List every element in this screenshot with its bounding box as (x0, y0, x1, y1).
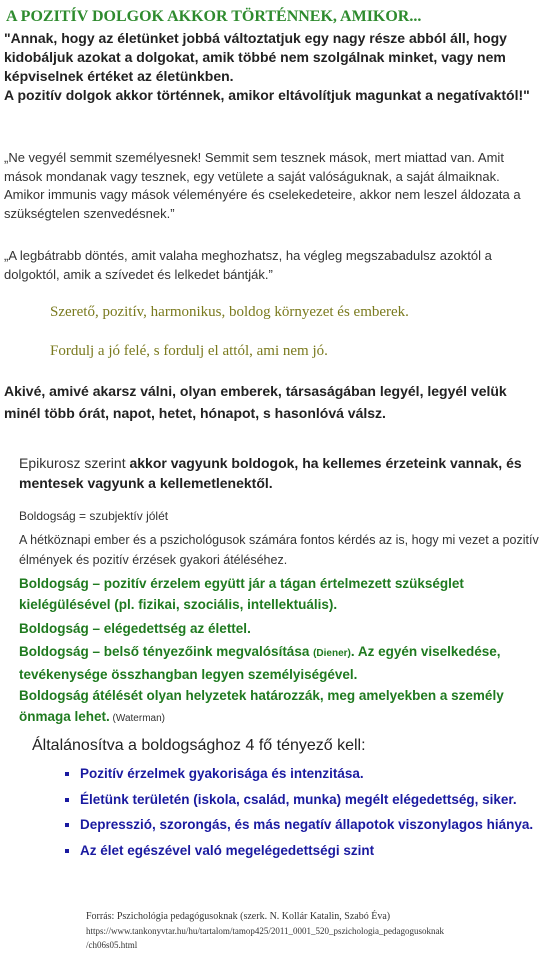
definition-text: Boldogság átélését olyan helyzetek határozzák, meg amelyekben a személy önmaga lehet. (19, 688, 504, 724)
source-citation (86, 910, 546, 952)
happiness-definition (19, 642, 544, 685)
source-url-continued[interactable]: /ch06s05.html (86, 940, 138, 950)
citation: (Diener) (313, 648, 351, 659)
everyday-paragraph: A hétköznapi ember és a pszichológusok számára fontos kérdés az is, hogy mi vezet a pozitív élmények és pozitív érzések gyakori átéléséhez. (19, 533, 539, 567)
quote-line-emphasis: A pozitív dolgok akkor történnek, amikor eltávolítjuk magunkat a negatívaktól!" (4, 87, 530, 103)
page-title: A POZITÍV DOLGOK AKKOR TÖRTÉNNEK, AMIKOR... (6, 8, 422, 25)
definition-line: Boldogság = szubjektív jólét (19, 509, 169, 523)
happiness-definition: Boldogság – pozitív érzelem együtt jár a tágan értelmezett szükséglet kielégülésével (pl. fizikai, szociális, intellektuális). (19, 576, 464, 612)
highlight-line: Szerető, pozitív, harmonikus, boldog környezet és emberek. (50, 304, 409, 320)
quote-paragraph: „A legbátrabb döntés, amit valaha meghozhatsz, ha végleg megszabadulsz azoktól a dolgoktól, amik a szívedet és lelkedet bántják.” (4, 248, 492, 282)
list-item: ▪ Az élet egészével való megelégedettségi szint (80, 841, 550, 862)
citation: (Waterman) (109, 712, 165, 724)
definition-text: . Az egyén viselkedése, tevékenysége összhangban legyen személyiségével. (19, 644, 501, 682)
list-item: ▪ Depresszió, szorongás, és más negatív állapotok viszonylagos hiánya. (80, 815, 550, 836)
epikurosz-paragraph (19, 453, 539, 493)
bold-paragraph: Akivé, amivé akarsz válni, olyan emberek, társaságában legyél, legyél velük minél több órát, napot, hetet, hónapot, s hasonlóvá válsz. (4, 383, 507, 421)
highlight-line: Fordulj a jó felé, s fordulj el attól, ami nem jó. (50, 343, 328, 359)
quote-line: "Annak, hogy az életünket jobbá változtatjuk egy nagy része abból áll, hogy kidobáljuk azokat a dolgokat, amik többé nem szolgálnak minket, vagy nem képviselnek értéket az életünkben. (4, 30, 507, 84)
happiness-definition (19, 686, 544, 729)
source-label: Forrás: Pszichológia pedagógusoknak (szerk. N. Kollár Katalin, Szabó Éva) (86, 911, 391, 922)
section-heading: Általánosítva a boldogsághoz 4 fő tényező kell: (32, 737, 366, 754)
quote-block (4, 29, 544, 105)
epikurosz-bold: akkor vagyunk boldogok, ha kellemes érzeteink vannak, és mentesek vagyunk a kellemetlenektől. (19, 455, 522, 491)
source-url[interactable]: https://www.tankonyvtar.hu/hu/tartalom/tamop425/2011_0001_520_pszichologia_pedagogusoknak (86, 926, 445, 936)
list-item: ▪ Életünk területén (iskola, család, munka) megélt elégedettség, siker. (80, 790, 550, 811)
factor-list (58, 764, 550, 866)
list-item: ▪ Pozitív érzelmek gyakorisága és intenzitása. (80, 764, 550, 785)
definition-text: Boldogság – belső tényezőink megvalósítása (19, 644, 314, 659)
epikurosz-prefix: Epikurosz szerint (19, 455, 130, 471)
happiness-definition: Boldogság – elégedettség az élettel. (19, 621, 251, 636)
quote-paragraph: „Ne vegyél semmit személyesnek! Semmit sem tesznek mások, mert miattad van. Amit mások mondanak vagy tesznek, egy vetülete a saját valóságuknak, a saját álmaiknak. Amikor immunis vagy mások véleményére és cselekedeteire, akkor nem leszel áldozata a szükségtelen szenvedésnek.” (4, 150, 521, 221)
